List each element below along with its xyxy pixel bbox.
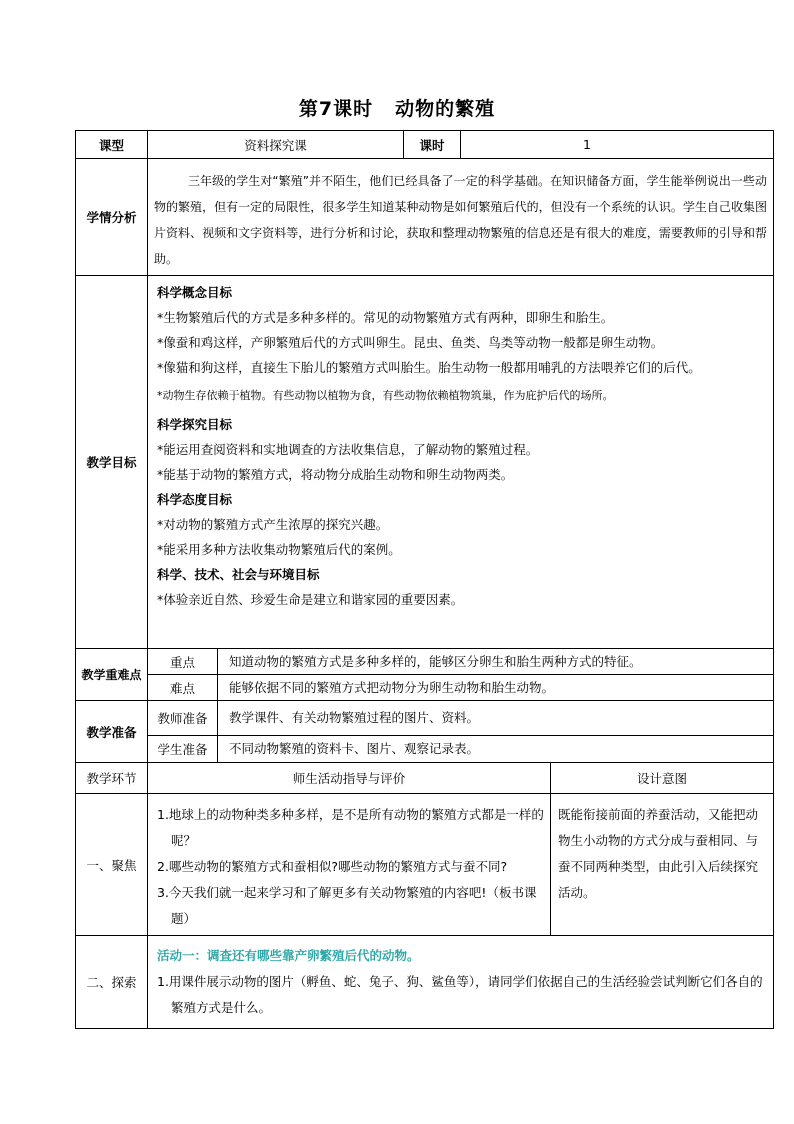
type-label: 课型 [98, 137, 124, 153]
goals-content [157, 280, 769, 612]
focus-item: 2.哪些动物的繁殖方式和蚕相似?哪些动物的繁殖方式与蚕不同? [157, 859, 508, 874]
concept-item: *像蚕和鸡这样，产卵繁殖后代的方式叫卵生。昆虫、鱼类、鸟类等动物一般都是卵生动物。 [157, 335, 664, 350]
keypoints-label: 教学重难点 [81, 668, 142, 682]
concept-item: *生物繁殖后代的方式是多种多样的。常见的动物繁殖方式有两种，即卵生和胎生。 [157, 310, 614, 325]
col-header-stage: 教学环节 [86, 771, 137, 786]
hard-text: 能够依据不同的繁殖方式把动物分为卵生动物和胎生动物。 [229, 680, 555, 695]
hard-label: 难点 [169, 680, 195, 696]
focus-content [157, 802, 545, 932]
attitude-title: 科学态度目标 [157, 492, 233, 507]
focus-item: 1.地球上的动物种类多种多样，是不是所有动物的繁殖方式都是一样的呢？ [157, 807, 544, 848]
attitude-item: *对动物的繁殖方式产生浓厚的探究兴趣。 [157, 517, 389, 532]
concept-item: *像猫和狗这样，直接生下胎儿的繁殖方式叫胎生。胎生动物一般都用哺乳的方法喂养它们的后代。 [157, 360, 701, 375]
stse-title: 科学、技术、社会与环境目标 [157, 567, 320, 582]
inquiry-item: *能基于动物的繁殖方式，将动物分成胎生动物和卵生动物两类。 [157, 467, 514, 482]
key-text: 知道动物的繁殖方式是多种多样的，能够区分卵生和胎生两种方式的特征。 [229, 654, 642, 669]
focus-item: 3.今天我们就一起来学习和了解更多有关动物繁殖的内容吧!（板书课题） [157, 885, 537, 926]
student-prep-label: 学生准备 [157, 742, 208, 757]
explore-label: 二、探索 [86, 975, 137, 990]
goals-label: 教学目标 [86, 455, 137, 470]
student-prep-text: 不同动物繁殖的资料卡、图片、观察记录表。 [229, 741, 480, 756]
concept-title: 科学概念目标 [157, 285, 233, 300]
type-value: 资料探究课 [244, 137, 307, 153]
page-title: 第7课时 动物的繁殖 [298, 98, 496, 120]
key-label: 重点 [169, 654, 195, 670]
col-header-intent: 设计意图 [636, 771, 687, 786]
analysis-text: 三年级的学生对“繁殖”并不陌生，他们已经具备了一定的科学基础。在知识储备方面，学生能举例说出一些动物的繁殖，但有一定的局限性，很多学生知道某种动物是如何繁殖后代的，但没有一个系统的认识。学生自己收集图片资料、视频和文字资料等，进行分析和讨论，获取和整理动物繁殖的信息还是有很大的难度，需要教师的引导和帮助。 [154, 174, 767, 266]
period-value: 1 [583, 137, 591, 152]
teacher-prep-label: 教师准备 [157, 711, 208, 726]
focus-intent: 既能衔接前面的养蚕活动，又能把动物生小动物的方式分成与蚕相同、与蚕不同两种类型，由此引入后续探究活动。 [558, 807, 759, 900]
inquiry-title: 科学探究目标 [157, 417, 233, 432]
analysis-label: 学情分析 [86, 210, 137, 225]
focus-label: 一、聚焦 [86, 857, 137, 873]
concept-item: *动物生存依赖于植物。有些动物以植物为食，有些动物依赖植物筑巢，作为庇护后代的场所。 [157, 389, 614, 402]
stse-item: *体验亲近自然、珍爱生命是建立和谐家园的重要因素。 [157, 592, 464, 607]
teacher-prep-text: 教学课件、有关动物繁殖过程的图片、资料。 [229, 710, 480, 725]
explore-item: 1.用课件展示动物的图片（孵鱼、蛇、兔子、狗、鲨鱼等），请同学们依据自己的生活经验尝试判断它们各自的繁殖方式是什么。 [157, 974, 763, 1015]
prep-label: 教学准备 [86, 724, 137, 740]
inquiry-item: *能运用查阅资料和实地调查的方法收集信息，了解动物的繁殖过程。 [157, 442, 539, 457]
period-label: 课时 [419, 137, 445, 153]
activity-title: 活动一：调查还有哪些靠产卵繁殖后代的动物。 [157, 948, 420, 963]
explore-content [157, 943, 765, 1021]
attitude-item: *能采用多种方法收集动物繁殖后代的案例。 [157, 542, 401, 557]
col-header-activity: 师生活动指导与评价 [292, 771, 406, 786]
